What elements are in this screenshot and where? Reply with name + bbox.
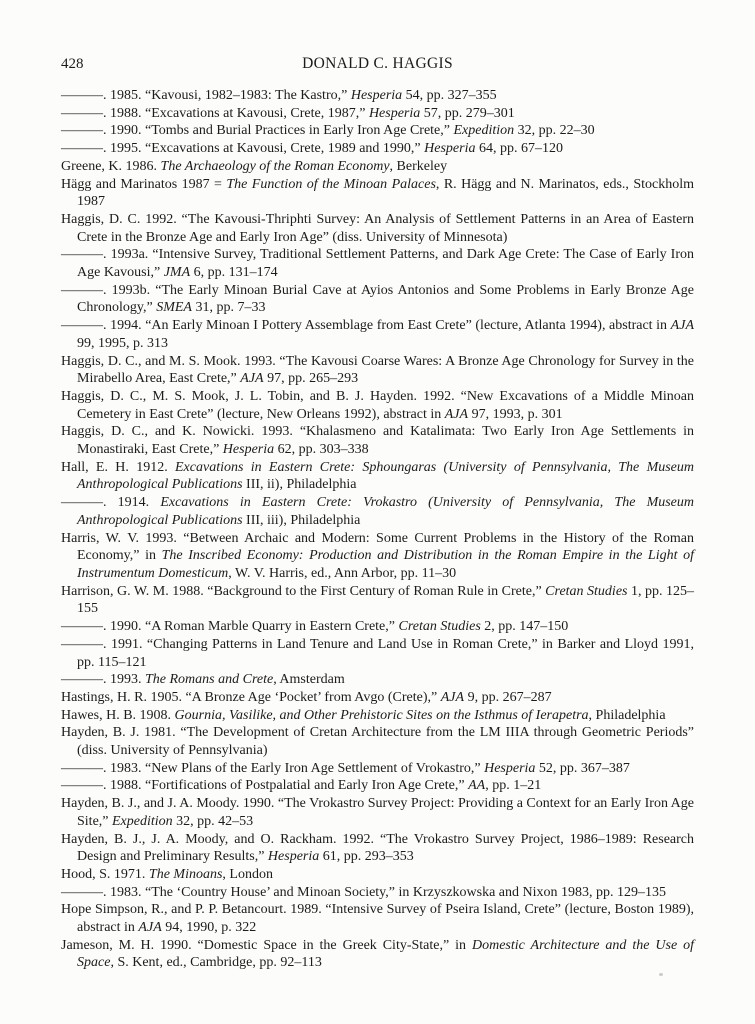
bib-entry: Hope Simpson, R., and P. P. Betancourt. 1989. “Intensive Survey of Pseira Island, Crete” (lecture, Boston 1989), abstract in AJA 94, 1990, p. 322 (61, 902, 694, 936)
bib-entry: ———. 1995. “Excavations at Kavousi, Crete, 1989 and 1990,” Hesperia 64, pp. 67–120 (61, 141, 563, 157)
bib-entry: ———. 1985. “Kavousi, 1982–1983: The Kastro,” Hesperia 54, pp. 327–355 (61, 88, 497, 103)
bib-entry: Hood, S. 1971. The Minoans, London (61, 866, 273, 882)
scan-speck (659, 973, 663, 976)
bib-entry: Jameson, M. H. 1990. “Domestic Space in the Greek City-State,” in Domestic Architecture and the Use of Space, S. Kent, ed., Cambridge, pp. 92–113 (61, 937, 695, 971)
bib-entry: Hayden, B. J., and J. A. Moody. 1990. “The Vrokastro Survey Project: Providing a Context for an Early Iron Age Site,” Expedition 32, pp. 42–53 (61, 796, 694, 829)
bib-entry: Hawes, H. B. 1908. Gournia, Vasilike, and Other Prehistoric Sites on the Isthmus of Ierapetra, Philadelphia (61, 707, 666, 723)
bib-entry: Hastings, H. R. 1905. “A Bronze Age ‘Pocket’ from Avgo (Crete),” AJA 9, pp. 267–287 (61, 689, 552, 705)
bib-entry: Haggis, D. C., M. S. Mook, J. L. Tobin, and B. J. Hayden. 1992. “New Excavations of a Middle Minoan Cemetery in East Crete” (lecture, New Orleans 1992), abstract in AJA 97, 1993, p. 301 (61, 388, 694, 422)
bib-entry: ———. 1991. “Changing Patterns in Land Tenure and Land Use in Roman Crete,” in Barker and Lloyd 1991, pp. 115–121 (61, 636, 694, 670)
bib-entry: Haggis, D. C., and K. Nowicki. 1993. “Khalasmeno and Katalimata: Two Early Iron Age Settlements in Monastiraki, East Crete,” Hesperia 62, pp. 303–338 (61, 424, 694, 458)
running-head: DONALD C. HAGGIS (302, 55, 453, 72)
bib-entry: ———. 1988. “Fortifications of Postpalatial and Early Iron Age Crete,” AA, pp. 1–21 (61, 778, 542, 794)
bib-entry: ———. 1990. “Tombs and Burial Practices in Early Iron Age Crete,” Expedition 32, pp. 22–30 (61, 123, 595, 139)
bib-entry: ———. 1914. Excavations in Eastern Crete: Vrokastro (University of Pennsylvania, The Museum Anthropological Publications III, iii), Philadelphia (61, 495, 695, 528)
bib-entry: ———. 1993. The Romans and Crete, Amsterdam (61, 672, 345, 688)
bib-entry: ———. 1993b. “The Early Minoan Burial Cave at Ayios Antonios and Some Problems in Early Bronze Age Chronology,” SMEA 31, pp. 7–33 (61, 282, 694, 316)
bib-entry: Hayden, B. J., J. A. Moody, and O. Rackham. 1992. “The Vrokastro Survey Project, 1986–1989: Research Design and Preliminary Results,” Hesperia 61, pp. 293–353 (61, 831, 694, 865)
bib-entry: Greene, K. 1986. The Archaeology of the Roman Economy, Berkeley (61, 158, 448, 174)
bib-entry: Haggis, D. C., and M. S. Mook. 1993. “The Kavousi Coarse Wares: A Bronze Age Chronology for Survey in the Mirabello Area, East Crete,” AJA 97, pp. 265–293 (61, 353, 694, 387)
bib-entry: Haggis, D. C. 1992. “The Kavousi-Thriphti Survey: An Analysis of Settlement Patterns in an Area of Eastern Crete in the Bronze Age and Early Iron Age” (diss. University of Minnesota) (61, 211, 694, 245)
bib-entry: Hayden, B. J. 1981. “The Development of Cretan Architecture from the LM IIIA through Geometric Periods” (diss. University of Pennsylvania) (61, 725, 694, 759)
bib-entry: Hägg and Marinatos 1987 = The Function of the Minoan Palaces, R. Hägg and N. Marinatos, eds., Stockholm 1987 (61, 176, 694, 210)
bib-entry: ———. 1990. “A Roman Marble Quarry in Eastern Crete,” Cretan Studies 2, pp. 147–150 (61, 619, 569, 635)
bib-entry: Harrison, G. W. M. 1988. “Background to the First Century of Roman Rule in Crete,” Cretan Studies 1, pp. 125–155 (61, 583, 695, 617)
bib-entry: ———. 1983. “New Plans of the Early Iron Age Settlement of Vrokastro,” Hesperia 52, pp. 367–387 (61, 760, 630, 776)
bib-entry: Harris, W. V. 1993. “Between Archaic and Modern: Some Current Problems in the History of the Roman Economy,” in The Inscribed Economy: Production and Distribution in the Roman Empire in the Light of Instrumentum Domesticum, W. V. Harris, ed., Ann Arbor, pp. 11–30 (61, 530, 694, 581)
page-header (0, 56, 755, 74)
bib-entry: ———. 1988. “Excavations at Kavousi, Crete, 1987,” Hesperia 57, pp. 279–301 (61, 105, 515, 121)
bib-entry: ———. 1983. “The ‘Country House’ and Minoan Society,” in Krzyszkowska and Nixon 1983, pp. 129–135 (61, 884, 667, 900)
bib-entry: Hall, E. H. 1912. Excavations in Eastern Crete: Sphoungaras (University of Pennsylvania, The Museum Anthropological Publications III, ii), Philadelphia (61, 459, 694, 493)
bib-entry: ———. 1994. “An Early Minoan I Pottery Assemblage from East Crete” (lecture, Atlanta 1994), abstract in AJA 99, 1995, p. 313 (61, 318, 694, 351)
page-number: 428 (61, 56, 84, 72)
bib-entry: ———. 1993a. “Intensive Survey, Traditional Settlement Patterns, and Dark Age Crete: The Case of Early Iron Age Kavousi,” JMA 6, pp. 131–174 (61, 247, 694, 281)
bibliography (61, 87, 694, 972)
